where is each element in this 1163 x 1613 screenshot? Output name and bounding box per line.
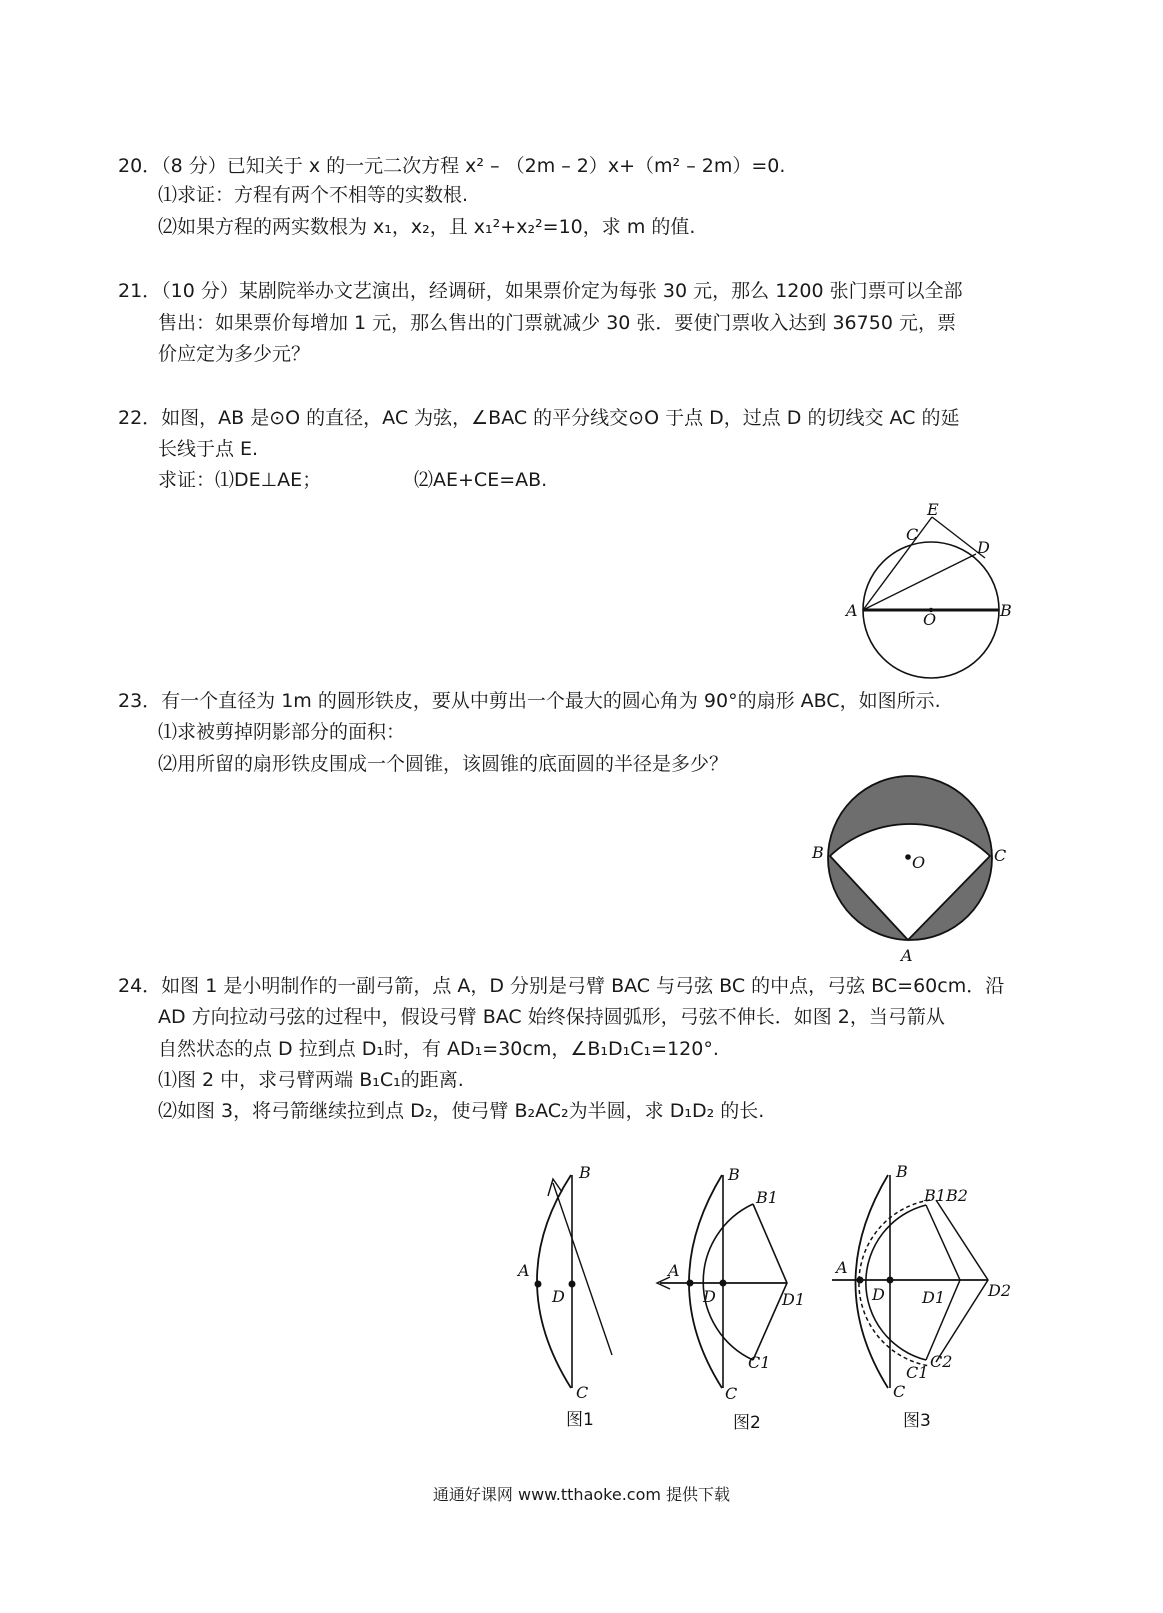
q21-line2: 售出：如果票价每增加 1 元，那么售出的门票就减少 30 张．要使门票收入达到 36750 元，票 <box>158 312 956 334</box>
point-d <box>720 1280 727 1287</box>
q24-line5: ⑵如图 3，将弓箭继续拉到点 D₂，使弓臂 B₂AC₂为半圆，求 D₁D₂ 的长. <box>158 1100 765 1122</box>
bow-arm-natural <box>689 1175 722 1388</box>
line-ae <box>863 517 932 610</box>
q20-line3: ⑵如果方程的两实数根为 x₁，x₂，且 x₁²+x₂²=10，求 m 的值. <box>158 216 696 238</box>
label-b1: B1 <box>756 1188 778 1207</box>
label-a: A <box>901 946 913 965</box>
bow-arm-semicircle <box>859 1200 930 1366</box>
caption-fig3: 图3 <box>903 1411 931 1431</box>
point-a <box>687 1280 694 1287</box>
q24-figure-2 <box>648 1155 813 1440</box>
label-c: C <box>576 1383 589 1402</box>
q23-figure <box>805 774 1017 966</box>
string-d2 <box>936 1200 988 1362</box>
label-a: A <box>836 1258 848 1277</box>
caption-fig2: 图2 <box>733 1413 761 1433</box>
label-b1b2: B1B2 <box>924 1186 968 1205</box>
label-b: B <box>896 1162 908 1181</box>
label-d: D <box>977 538 990 557</box>
q24-line3: 自然状态的点 D 拉到点 D₁时，有 AD₁=30cm，∠B₁D₁C₁=120°. <box>158 1038 719 1060</box>
label-d1: D1 <box>922 1288 946 1307</box>
point-d <box>887 1277 894 1284</box>
label-b: B <box>728 1165 740 1184</box>
caption-fig1: 图1 <box>566 1410 594 1430</box>
q22-line2: 长线于点 E. <box>158 438 259 460</box>
label-c1: C1 <box>906 1363 929 1382</box>
label-o: O <box>912 853 926 872</box>
label-d: D <box>703 1287 716 1306</box>
bow-arm-d1 <box>866 1205 926 1360</box>
arrow-shaft <box>553 1183 612 1355</box>
q21-line1: 21．（10 分）某剧院举办文艺演出，经调研，如果票价定为每张 30 元，那么 1200 张门票可以全部 <box>118 280 963 302</box>
q24-line4: ⑴图 2 中，求弓臂两端 B₁C₁的距离. <box>158 1069 464 1091</box>
point-a <box>535 1281 542 1288</box>
label-a: A <box>518 1261 530 1280</box>
q23-line2: ⑴求被剪掉阴影部分的面积： <box>158 721 406 743</box>
q20-line1: 20．（8 分）已知关于 x 的一元二次方程 x² – （2m – 2）x+（m² – 2m）=0. <box>118 155 786 177</box>
q22-line1: 22．如图，AB 是⊙O 的直径，AC 为弦，∠BAC 的平分线交⊙O 于点 D，过点 D 的切线交 AC 的延 <box>118 407 960 429</box>
label-b: B <box>1000 601 1012 620</box>
label-c: C <box>994 846 1007 865</box>
chord-ad <box>863 554 976 610</box>
q22-figure <box>838 496 1028 682</box>
label-b: B <box>812 843 824 862</box>
string-drawn <box>753 1204 787 1360</box>
q22-line3a: 求证：⑴DE⊥AE； <box>158 469 322 491</box>
q24-figure-1 <box>510 1155 635 1435</box>
point-d <box>569 1281 576 1288</box>
label-c: C <box>893 1382 906 1401</box>
label-c: C <box>725 1384 738 1403</box>
label-e: E <box>927 500 939 519</box>
label-c1: C1 <box>748 1353 771 1372</box>
q24-line1: 24．如图 1 是小明制作的一副弓箭，点 A，D 分别是弓臂 BAC 与弓弦 BC 的中点，弓弦 BC=60cm．沿 <box>118 975 1005 997</box>
page-footer: 通通好课网 www.tthaoke.com 提供下载 <box>432 1485 731 1504</box>
label-c2: C2 <box>930 1352 953 1371</box>
label-a: A <box>668 1261 680 1280</box>
q23-line3: ⑵用所留的扇形铁皮围成一个圆锥，该圆锥的底面圆的半径是多少？ <box>158 753 729 775</box>
q24-figure-3 <box>828 1155 1023 1440</box>
q20-line2: ⑴求证：方程有两个不相等的实数根. <box>158 184 469 206</box>
label-o: O <box>923 610 937 629</box>
point-a <box>857 1277 864 1284</box>
bow-arm-drawn <box>703 1204 753 1360</box>
q21-line3: 价应定为多少元？ <box>158 343 311 365</box>
label-d: D <box>552 1287 565 1306</box>
bow-arm <box>537 1175 571 1388</box>
q23-line1: 23．有一个直径为 1m 的圆形铁皮，要从中剪出一个最大的圆心角为 90°的扇形 ABC，如图所示. <box>118 690 941 712</box>
q24-line2: AD 方向拉动弓弦的过程中，假设弓臂 BAC 始终保持圆弧形，弓弦不伸长．如图 2，当弓箭从 <box>158 1006 945 1028</box>
center-point <box>905 854 911 860</box>
label-a: A <box>846 601 858 620</box>
label-d2: D2 <box>988 1281 1012 1300</box>
label-d: D <box>872 1285 885 1304</box>
label-c: C <box>906 525 919 544</box>
label-d1: D1 <box>782 1290 806 1309</box>
q22-line3b: ⑵AE+CE=AB. <box>414 469 548 491</box>
label-b: B <box>579 1163 591 1182</box>
